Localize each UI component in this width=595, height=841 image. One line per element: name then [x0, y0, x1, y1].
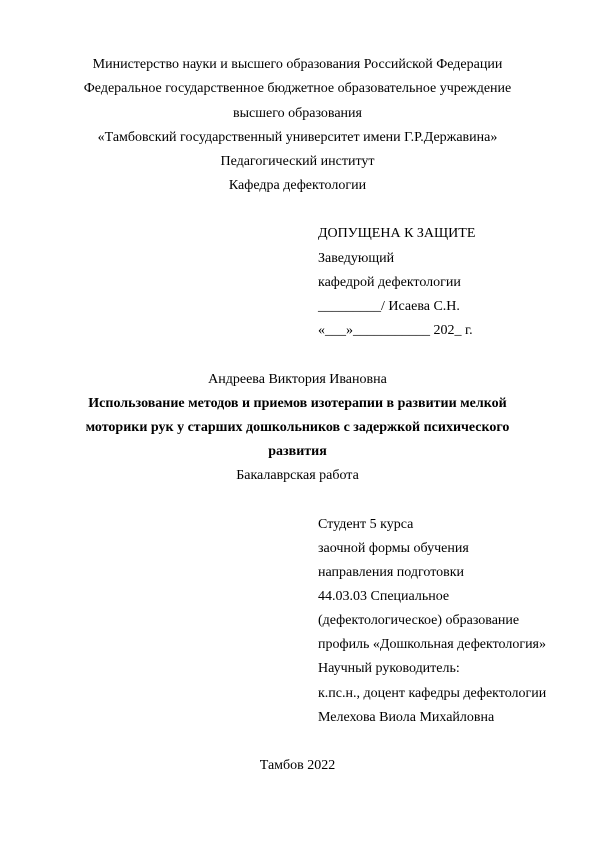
work-type: Бакалаврская работа: [236, 468, 359, 483]
approval-signature-line: _________/ Исаева С.Н.: [318, 299, 460, 314]
student-line-6: профиль «Дошкольная дефектология»: [318, 637, 546, 652]
approval-role-line-1: Заведующий: [318, 251, 395, 266]
student-line-5: (дефектологическое) образование: [318, 613, 520, 628]
student-line-7: Научный руководитель:: [318, 661, 460, 676]
work-title-line-3: развития: [268, 444, 327, 459]
approval-title: ДОПУЩЕНА К ЗАЩИТЕ: [318, 226, 476, 241]
work-title-line-1: Использование методов и приемов изотерапии в развитии мелкой: [88, 396, 507, 411]
student-line-3: направления подготовки: [318, 565, 465, 580]
university-line: «Тамбовский государственный университет имени Г.Р.Державина»: [97, 130, 498, 145]
city-year: Тамбов 2022: [259, 758, 336, 773]
student-line-8: к.пс.н., доцент кафедры дефектологии: [318, 686, 547, 701]
work-title-line-2: моторики рук у старших дошкольников с задержкой психического: [85, 420, 510, 435]
student-line-1: Студент 5 курса: [318, 517, 414, 532]
author-name: Андреева Виктория Ивановна: [208, 372, 387, 387]
institute-line: Педагогический институт: [220, 154, 375, 169]
approval-role-line-2: кафедрой дефектологии: [318, 275, 461, 290]
institution-line-2: высшего образования: [233, 106, 362, 121]
student-line-4: 44.03.03 Специальное: [318, 589, 450, 604]
student-line-9: Мелехова Виола Михайловна: [318, 710, 495, 725]
department-line: Кафедра дефектологии: [228, 178, 367, 193]
institution-line-1: Федеральное государственное бюджетное образовательное учреждение: [83, 81, 512, 96]
ministry-line: Министерство науки и высшего образования Российской Федерации: [92, 57, 503, 72]
approval-date-line: «___»___________ 202_ г.: [318, 323, 473, 338]
student-line-2: заочной формы обучения: [318, 541, 469, 556]
